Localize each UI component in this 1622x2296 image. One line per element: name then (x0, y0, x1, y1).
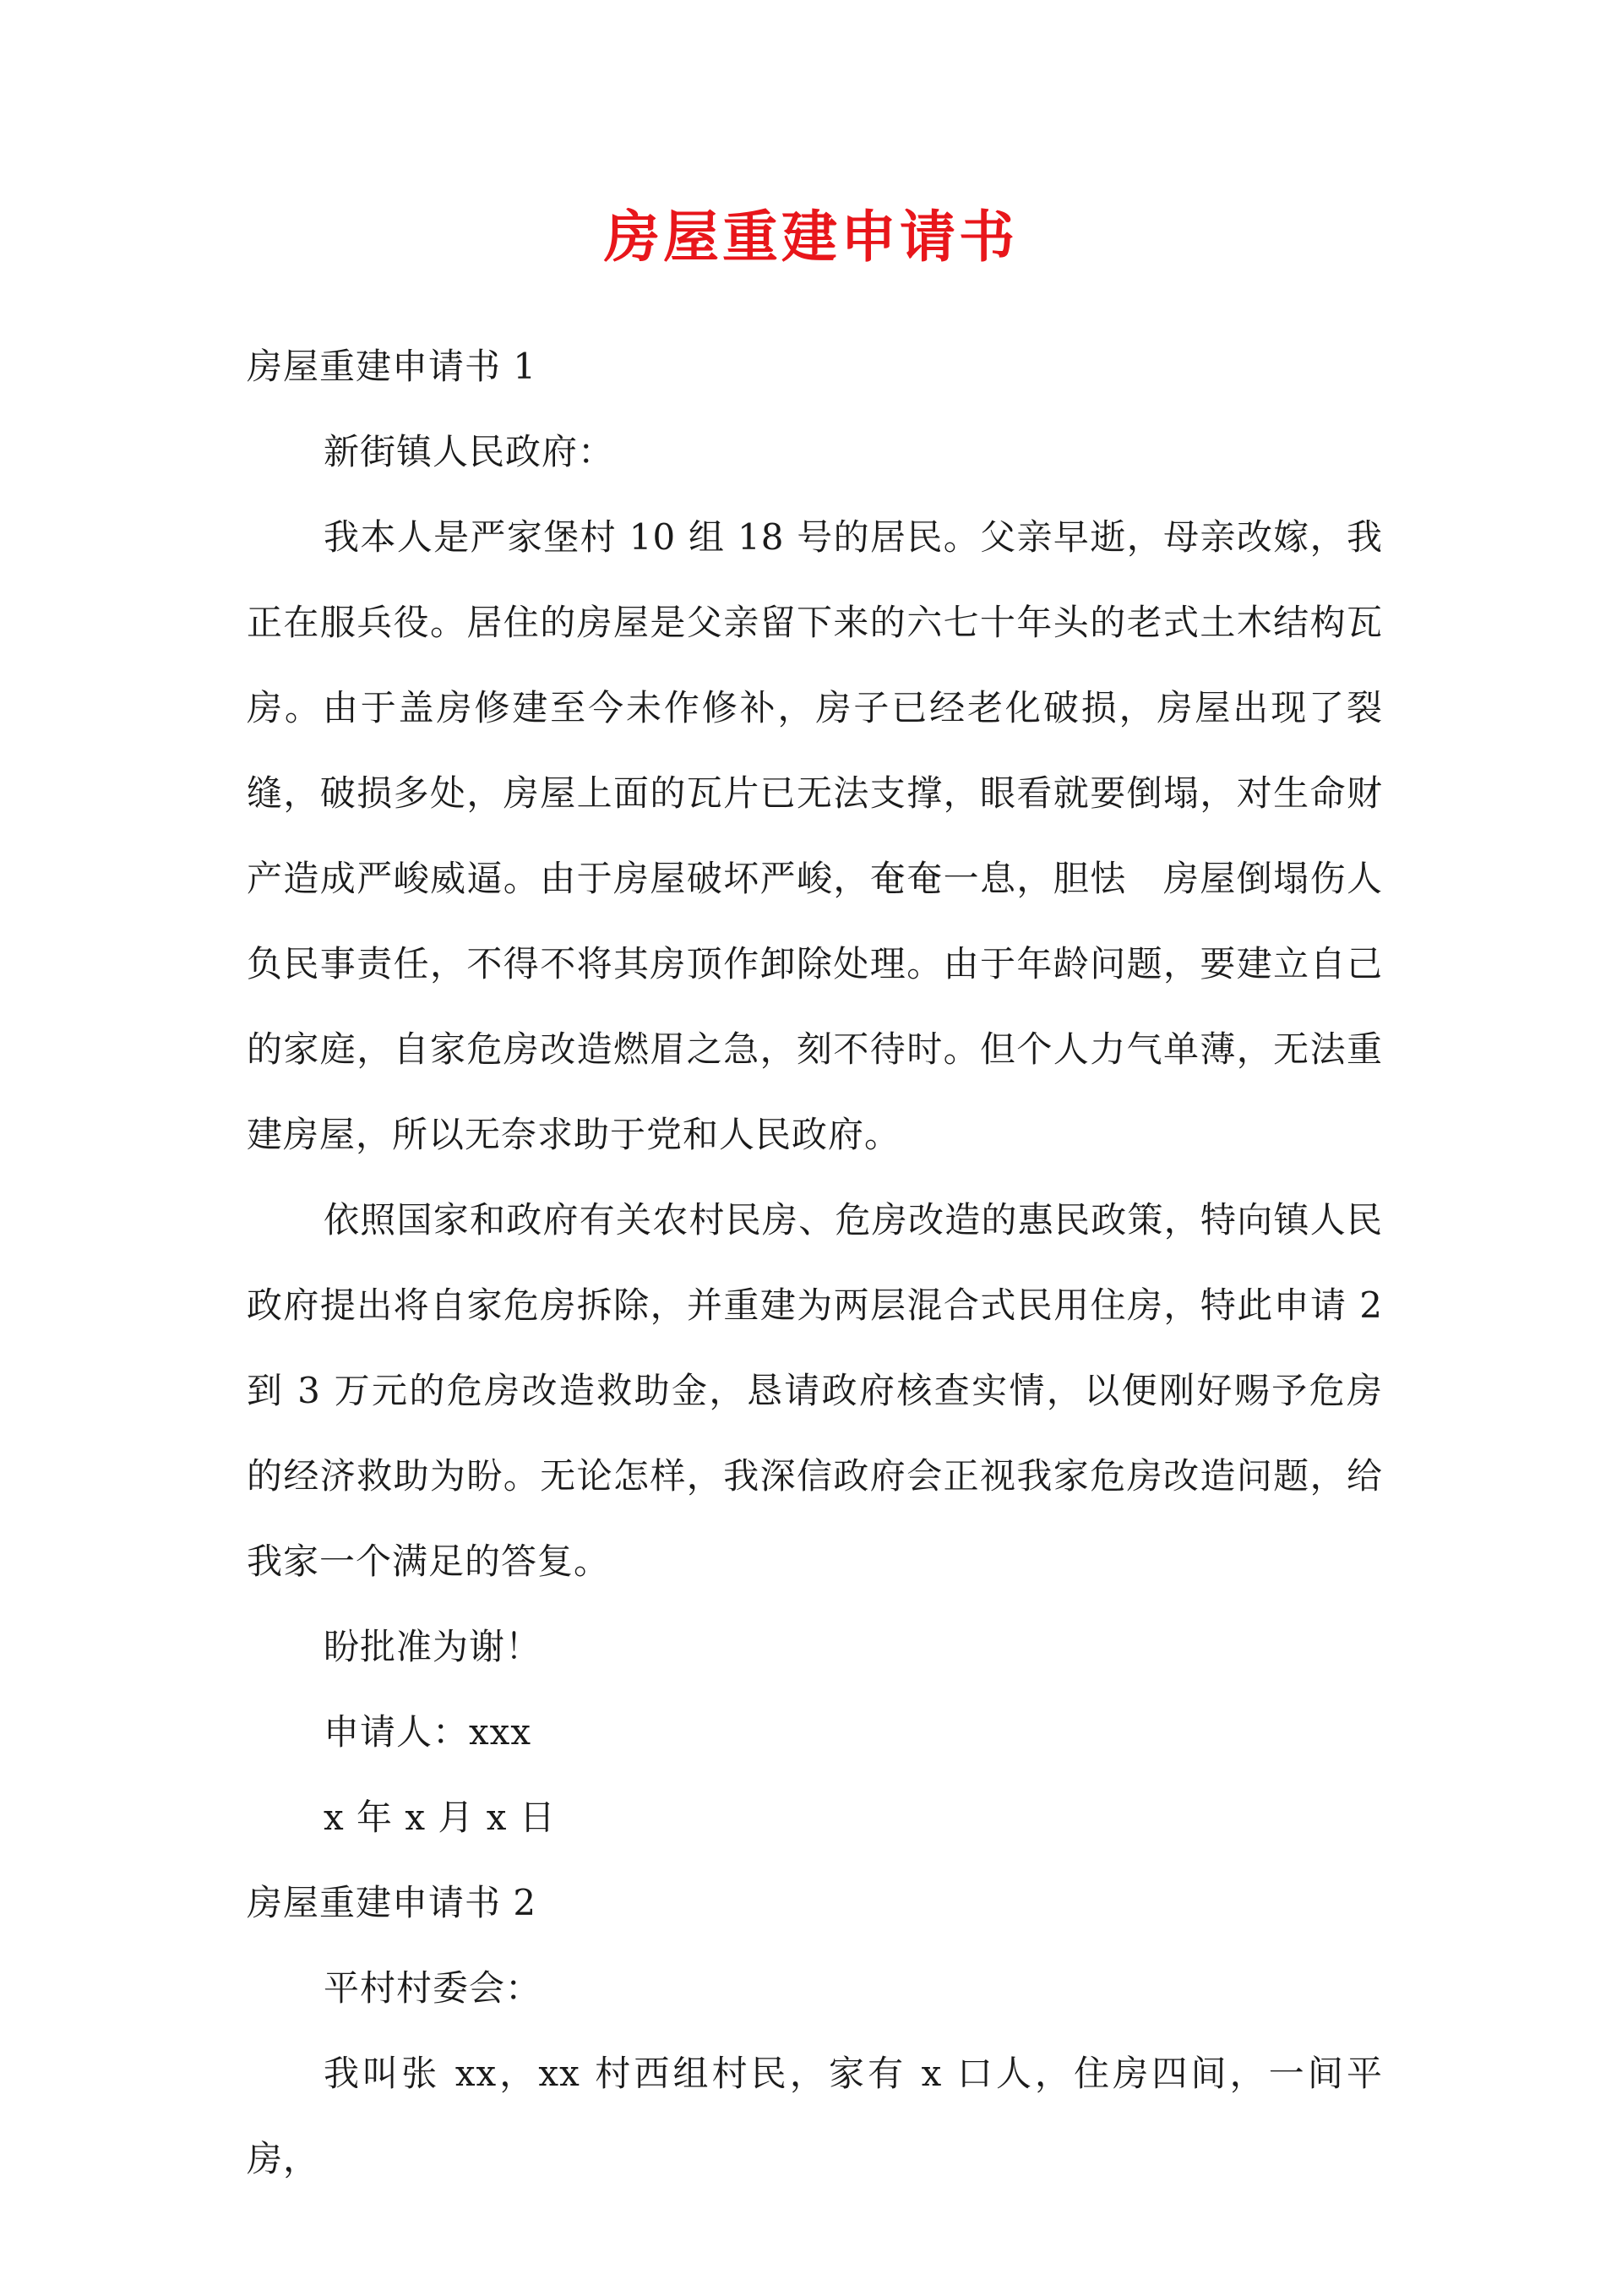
letter1-applicant: 申请人：xxx (324, 1711, 532, 1753)
letter1-paragraph-2: 依照国家和政府有关农村民房、危房改造的惠民政策，特向镇人民政府提出将自家危房拆除，并重建为两层混合式民用住房，特此申请 2 到 3 万元的危房改造救助金，恳请政府核查实情，以便刚好赐予危房的经济救助为盼。无论怎样，我深信政府会正视我家危房改造问题，给我家一个满足的答复。 (247, 1199, 1383, 1582)
letter1-closing: 盼批准为谢！ (324, 1626, 542, 1667)
letter1-paragraph-1: 我本人是严家堡村 10 组 18 号的居民。父亲早逝，母亲改嫁，我正在服兵役。居住的房屋是父亲留下来的六七十年头的老式土木结构瓦房。由于盖房修建至今未作修补，房子已经老化破损，房屋出现了裂缝，破损多处，房屋上面的瓦片已无法支撑，眼看就要倒塌，对生命财产造成严峻威逼。由于房屋破坏严峻，奄奄一息，胆怯 房屋倒塌伤人负民事责任，不得不将其房顶作卸除处理。由于年龄问题，要建立自己的家庭，自家危房改造燃眉之急，刻不待时。但个人力气单薄，无法重建房屋，所以无奈求助于党和人民政府。 (247, 516, 1383, 1155)
letter2-addressee: 平村村委会： (324, 1967, 542, 2009)
document-body (247, 324, 1383, 2201)
letter1-addressee: 新街镇人民政府： (324, 431, 615, 472)
document-title: 房屋重建申请书 (604, 204, 1018, 270)
letter2-paragraph-1: 我叫张 xx，xx 村西组村民，家有 x 口人，住房四间，一间平房， (247, 2053, 1383, 2179)
letter2-heading: 房屋重建申请书 2 (247, 1882, 537, 1923)
letter1-date: x 年 x 月 x 日 (324, 1797, 556, 1838)
letter1-heading: 房屋重建申请书 1 (247, 346, 537, 387)
